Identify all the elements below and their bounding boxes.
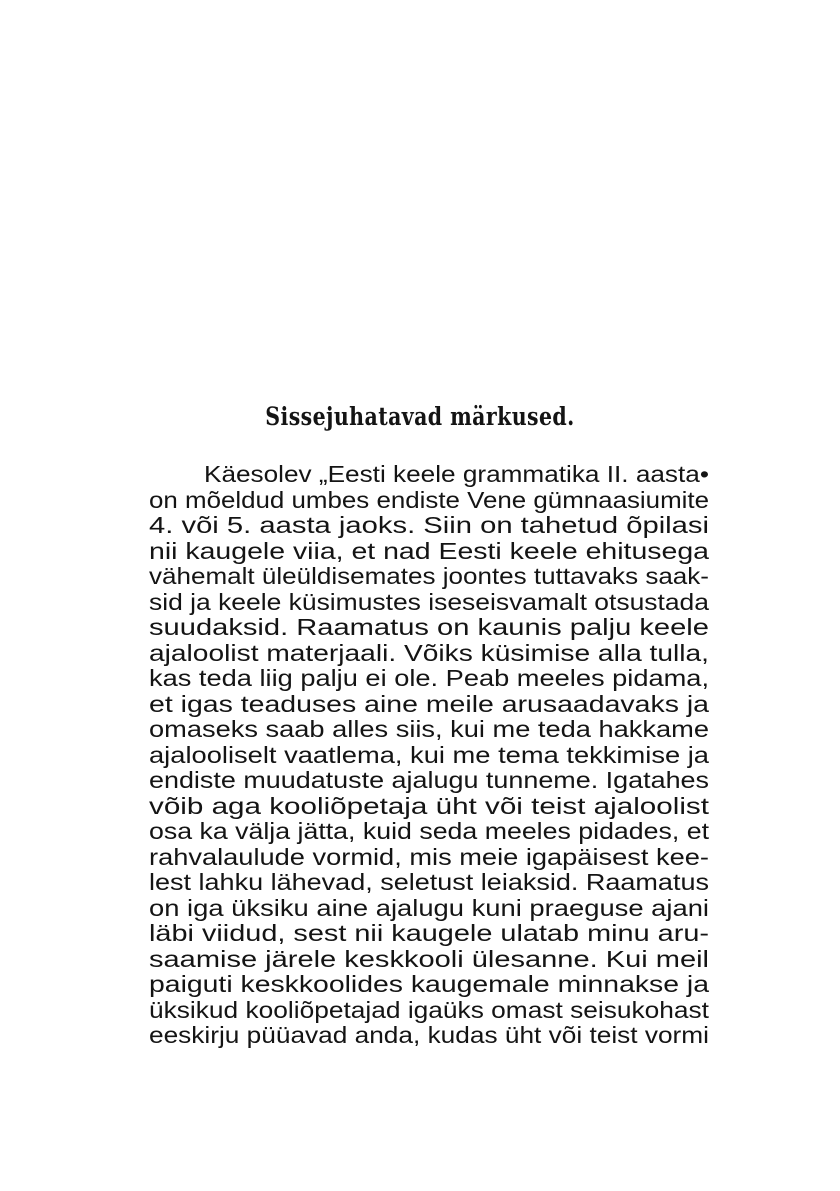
body-text (149, 462, 709, 1049)
text-line: osa ka välja jätta, kuid seda meeles pidades, et (149, 818, 710, 844)
text-line: rahvalaulude vormid, mis meie igapäisest kee- (149, 843, 709, 870)
text-line: vähemalt üleüldisemates joontes tuttavaks saak- (149, 563, 709, 589)
text-line: kas teda liig palju ei ole. Peab meeles pidama, (149, 665, 710, 691)
text-line: saamise järele keskkooli ülesanne. Kui meil (149, 945, 710, 972)
text-line: nii kaugele viia, et nad Eesti keele ehitusega (149, 537, 710, 564)
text-line: läbi viidud, sest nii kaugele ulatab minu aru- (149, 920, 709, 946)
text-line: eeskirju püüavad anda, kudas üht või teist vormi (149, 1022, 709, 1048)
text-line: võib aga kooliõpetaja üht või teist ajaloolist (149, 792, 709, 819)
text-line: ajaloolist materjaali. Võiks küsimise alla tulla, (149, 639, 710, 666)
text-line: on iga üksiku aine ajalugu kuni praeguse ajani (149, 894, 710, 921)
text-line: sid ja keele küsimustes iseseisvamalt otsustada (149, 588, 709, 615)
text-line: on mõeldud umbes endiste Vene gümnaasiumite (149, 486, 709, 513)
text-line: paiguti keskkoolides kaugemale minnakse ja (149, 971, 709, 997)
text-line: ajalooliselt vaatlema, kui me tema tekkimise ja (149, 741, 710, 768)
text-line: et igas teaduses aine meile arusaadavaks ja (149, 690, 709, 717)
text-line: endiste muudatuste ajalugu tunneme. Igatahes (149, 767, 710, 793)
text-line: lest lahku lähevad, seletust leiaksid. Raamatus (149, 869, 709, 895)
page-title: Sissejuhatavad märkused. (265, 402, 575, 431)
text-line: 4. või 5. aasta jaoks. Siin on tahetud õpilasi (149, 512, 710, 538)
text-line: üksikud kooliõpetajad igaüks omast seisukohast (149, 996, 709, 1023)
text-line: omaseks saab alles siis, kui me teda hakkame (149, 716, 709, 742)
text-line: suudaksid. Raamatus on kaunis palju keele (149, 614, 709, 640)
text-line: Käesolev „Eesti keele grammatika II. aasta• (204, 461, 709, 487)
